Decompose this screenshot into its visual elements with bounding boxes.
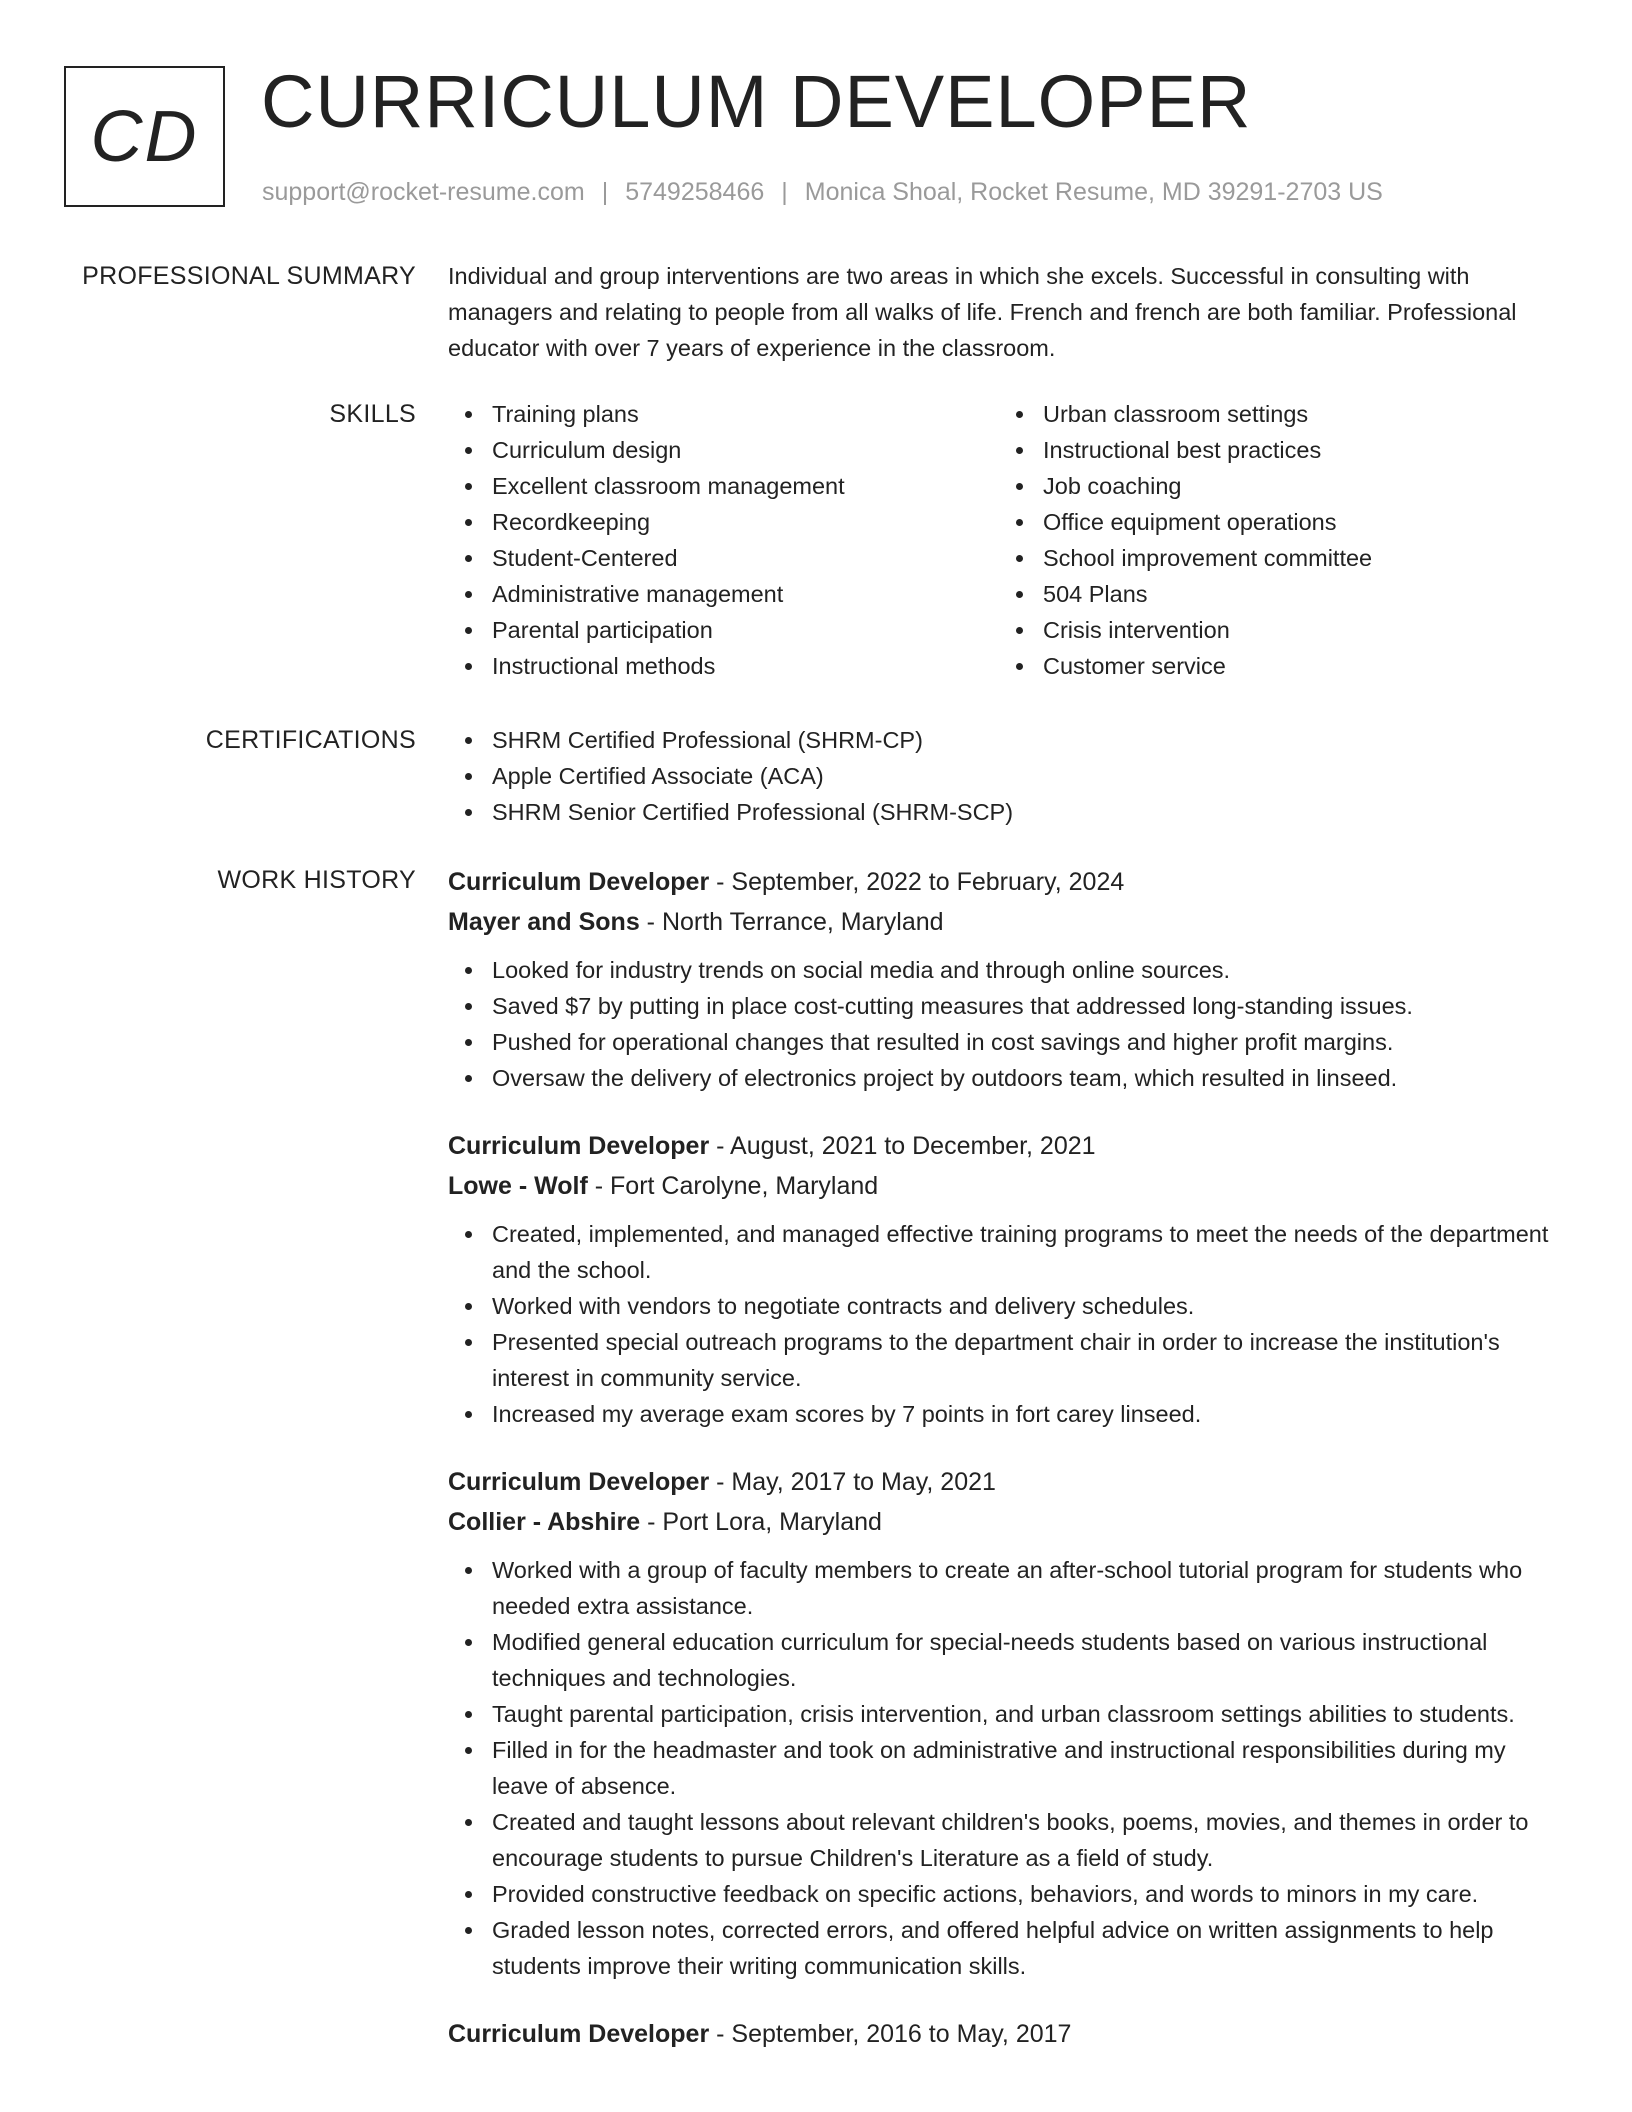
section-heading-skills: SKILLS	[329, 400, 416, 428]
job-title-line	[448, 862, 1566, 902]
job-title: Curriculum Developer	[448, 2020, 710, 2048]
page-title: CURRICULUM DEVELOPER	[261, 60, 1252, 143]
job-company-line	[448, 1166, 1566, 1206]
job-title: Curriculum Developer	[448, 1132, 710, 1160]
job-company: Mayer and Sons	[448, 908, 640, 936]
skill-item: Administrative management	[448, 576, 999, 612]
monogram-logo	[64, 66, 225, 207]
job-bullets	[448, 1552, 1566, 1984]
skill-item: Instructional best practices	[999, 432, 1550, 468]
contact-address: Monica Shoal, Rocket Resume, MD 39291-2703 US	[804, 178, 1383, 206]
job-entry	[448, 2014, 1566, 2054]
job-company-line	[448, 902, 1566, 942]
job-location: - North Terrance, Maryland	[639, 908, 944, 936]
skill-item: Customer service	[999, 648, 1550, 684]
skills-list-right	[999, 396, 1550, 684]
skill-item: Job coaching	[999, 468, 1550, 504]
job-location: - Fort Carolyne, Maryland	[587, 1172, 879, 1200]
skill-item: Parental participation	[448, 612, 999, 648]
contact-separator: |	[601, 178, 609, 206]
job-bullet: Oversaw the delivery of electronics project by outdoors team, which resulted in linseed.	[448, 1060, 1566, 1096]
certifications-body	[448, 722, 1566, 830]
job-company: Lowe - Wolf	[448, 1172, 588, 1200]
job-bullet: Provided constructive feedback on specific actions, behaviors, and words to minors in my care.	[448, 1876, 1566, 1912]
skill-item: Urban classroom settings	[999, 396, 1550, 432]
job-bullet: Worked with a group of faculty members to create an after-school tutorial program for students who needed extra assistance.	[448, 1552, 1566, 1624]
job-bullets	[448, 952, 1566, 1096]
skill-item: School improvement committee	[999, 540, 1550, 576]
skill-item: Excellent classroom management	[448, 468, 999, 504]
section-heading-work-history: WORK HISTORY	[217, 866, 416, 894]
job-entry	[448, 1126, 1566, 1432]
certification-item: SHRM Certified Professional (SHRM-CP)	[448, 722, 1566, 758]
summary-body	[448, 258, 1566, 366]
skill-item: 504 Plans	[999, 576, 1550, 612]
contact-line	[262, 174, 1383, 210]
section-heading-summary: PROFESSIONAL SUMMARY	[82, 262, 416, 290]
job-title-line	[448, 1462, 1566, 1502]
monogram-initials: CD	[90, 96, 199, 177]
job-bullet: Worked with vendors to negotiate contracts and delivery schedules.	[448, 1288, 1566, 1324]
certification-item: Apple Certified Associate (ACA)	[448, 758, 1566, 794]
skill-item: Recordkeeping	[448, 504, 999, 540]
contact-email[interactable]: support@rocket-resume.com	[262, 178, 585, 206]
job-title: Curriculum Developer	[448, 1468, 710, 1496]
job-bullet: Pushed for operational changes that resulted in cost savings and higher profit margins.	[448, 1024, 1566, 1060]
skill-item: Student-Centered	[448, 540, 999, 576]
job-dates: - May, 2017 to May, 2021	[709, 1468, 996, 1496]
skill-item: Training plans	[448, 396, 999, 432]
job-location: - Port Lora, Maryland	[640, 1508, 882, 1536]
summary-text: Individual and group interventions are two areas in which she excels. Successful in consulting with managers and relating to people from all walks of life. French and french are both familiar. Professional educator with over 7 years of experience in the classroom.	[448, 263, 1517, 361]
section-heading-certifications: CERTIFICATIONS	[205, 726, 416, 754]
job-bullet: Presented special outreach programs to the department chair in order to increase the institution's interest in community service.	[448, 1324, 1566, 1396]
job-title-line	[448, 1126, 1566, 1166]
certifications-list	[448, 722, 1566, 830]
job-company: Collier - Abshire	[448, 1508, 641, 1536]
job-bullet: Created, implemented, and managed effective training programs to meet the needs of the department and the school.	[448, 1216, 1566, 1288]
contact-phone[interactable]: 5749258466	[625, 178, 765, 206]
job-bullet: Filled in for the headmaster and took on administrative and instructional responsibilities during my leave of absence.	[448, 1732, 1566, 1804]
work-history-body	[448, 862, 1566, 2084]
skill-item: Curriculum design	[448, 432, 999, 468]
skill-item: Office equipment operations	[999, 504, 1550, 540]
skill-item: Crisis intervention	[999, 612, 1550, 648]
job-bullet: Taught parental participation, crisis intervention, and urban classroom settings abilities to students.	[448, 1696, 1566, 1732]
certification-item: SHRM Senior Certified Professional (SHRM-SCP)	[448, 794, 1566, 830]
job-title: Curriculum Developer	[448, 868, 710, 896]
job-entry	[448, 1462, 1566, 1984]
job-bullet: Created and taught lessons about relevant children's books, poems, movies, and themes in order to encourage students to pursue Children's Literature as a field of study.	[448, 1804, 1566, 1876]
job-dates: - August, 2021 to December, 2021	[709, 1132, 1096, 1160]
job-company-line	[448, 1502, 1566, 1542]
job-dates: - September, 2016 to May, 2017	[709, 2020, 1072, 2048]
job-dates: - September, 2022 to February, 2024	[709, 868, 1125, 896]
contact-separator: |	[781, 178, 788, 206]
skills-list-left	[448, 396, 999, 684]
job-bullet: Looked for industry trends on social media and through online sources.	[448, 952, 1566, 988]
job-bullet: Modified general education curriculum for special-needs students based on various instructional techniques and technologies.	[448, 1624, 1566, 1696]
job-bullet: Graded lesson notes, corrected errors, and offered helpful advice on written assignments to help students improve their writing communication skills.	[448, 1912, 1566, 1984]
skill-item: Instructional methods	[448, 648, 999, 684]
skills-body	[448, 396, 1566, 684]
job-bullet: Saved $7 by putting in place cost-cutting measures that addressed long-standing issues.	[448, 988, 1566, 1024]
job-title-line	[448, 2014, 1566, 2054]
job-bullet: Increased my average exam scores by 7 points in fort carey linseed.	[448, 1396, 1566, 1432]
job-entry	[448, 862, 1566, 1096]
job-bullets	[448, 1216, 1566, 1432]
